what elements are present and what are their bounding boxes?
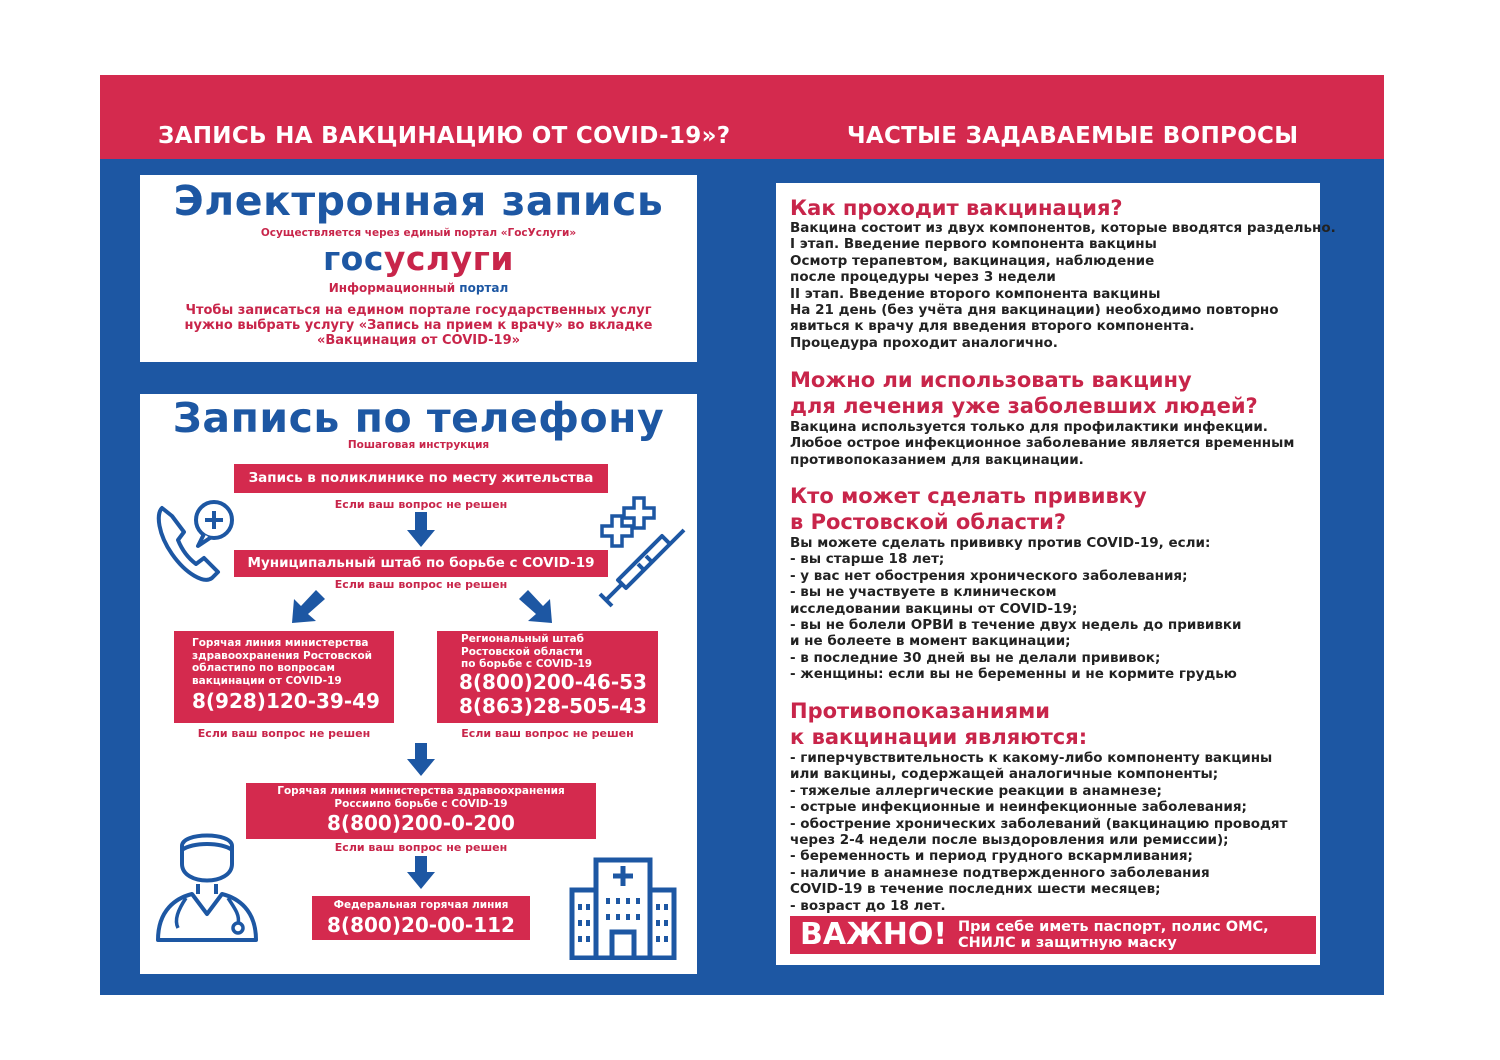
faq-answer-line: - вы старше 18 лет; <box>790 551 945 568</box>
ministry-ro-line: вакцинации от COVID-19 <box>192 674 342 687</box>
faq-answer-line: - обострение хронических заболеваний (вакцинацию проводят <box>790 815 1288 832</box>
electronic-instruction <box>140 303 697 348</box>
leaflet <box>100 75 1384 995</box>
faq-answer-line: - острые инфекционные и неинфекционные заболевания; <box>790 799 1247 816</box>
faq-answer-line: Вакцина состоит из двух компонентов, которые вводятся раздельно. <box>790 220 1336 236</box>
faq-question-line: Кто может сделать прививку <box>790 484 1147 508</box>
faq-answer-line: На 21 день (без учёта дня вакцинации) необходимо повторно <box>790 302 1279 319</box>
ministry-rf-phone: 8(800)200-0-200 <box>327 811 515 835</box>
regional-phone-1: 8(800)200-46-53 <box>459 670 647 694</box>
arrow-down-icon <box>406 856 436 890</box>
faq-answer-line: - в последние 30 дней вы не делали прививок; <box>790 649 1161 666</box>
faq-answer-line: I этап. Введение первого компонента вакцины <box>790 236 1157 253</box>
faq-question-line: Как проходит вакцинация? <box>790 196 1123 220</box>
arrow-down-icon <box>406 512 436 548</box>
ministry-rf-text <box>246 785 596 810</box>
faq-answer-line: явиться к врачу для введения второго компонента. <box>790 318 1195 335</box>
phone-title: Запись по телефону <box>172 394 665 442</box>
faq-answer-vaccination-process <box>790 220 1336 351</box>
faq-answer-line: противопоказанием для вакцинации. <box>790 451 1084 468</box>
ministry-rf-box <box>246 783 596 839</box>
important-text <box>958 919 1269 951</box>
faq-answer-line: II этап. Введение второго компонента вакцины <box>790 285 1161 302</box>
faq-answer-line: - женщины: если вы не беременны и не кормите грудью <box>790 666 1237 683</box>
instruction-line: «Вакцинация от COVID-19» <box>316 333 521 348</box>
faq-answer-line: - вы не болели ОРВИ в течение двух недель до прививки <box>790 617 1242 634</box>
faq-answer-line: Процедура проходит аналогично. <box>790 334 1058 351</box>
faq-question-line: в Ростовской области? <box>790 510 1067 534</box>
faq-question-vaccination-process <box>790 195 1123 221</box>
instruction-line: Чтобы записаться на едином портале государственных услуг <box>185 303 652 318</box>
ministry-ro-phone: 8(928)120-39-49 <box>192 689 380 713</box>
faq-answer-line: - вы не участвуете в клиническом <box>790 584 1057 601</box>
ministry-rf-line: Россиипо борьбе с COVID-19 <box>334 797 508 810</box>
important-label: ВАЖНО! <box>800 917 948 952</box>
doctor-icon <box>152 824 262 944</box>
faq-answer-line: - гиперчувствительность к какому-либо компоненту вакцины <box>790 750 1273 766</box>
logo-caption <box>140 281 697 295</box>
faq-answer-eligibility <box>790 535 1242 683</box>
right-header-title: ЧАСТЫЕ ЗАДАВАЕМЫЕ ВОПРОСЫ <box>847 123 1299 149</box>
syringe-icon <box>592 492 692 612</box>
faq-answer-line: - наличие в анамнезе подтвержденного заболевания <box>790 864 1210 881</box>
faq-answer-line: COVID-19 в течение последних шести месяцев; <box>790 881 1161 898</box>
ministry-rf-line: Горячая линия министерства здравоохранения <box>277 785 565 797</box>
ministry-ro-line: здравоохранения Ростовской <box>192 649 373 662</box>
faq-question-line: к вакцинации являются: <box>790 725 1088 749</box>
logo-uslugi: услуги <box>383 239 515 278</box>
federal-phone: 8(800)20-00-112 <box>327 913 515 937</box>
left-header-title: ЗАПИСЬ НА ВАКЦИНАЦИЮ ОТ COVID-19»? <box>158 123 731 149</box>
federal-label: Федеральная горячая линия <box>333 899 509 911</box>
regional-line: Региональный штаб <box>461 633 584 645</box>
arrow-down-icon <box>406 743 436 777</box>
faq-question-line: для лечения уже заболевших людей? <box>790 394 1258 418</box>
arrow-down-right-icon <box>518 590 554 624</box>
faq-question-contraindications <box>790 698 1087 750</box>
faq-answer-line: Любое острое инфекционное заболевание является временным <box>790 435 1295 452</box>
federal-box <box>312 896 530 940</box>
faq-answer-line: Вы можете сделать прививку против COVID-19, если: <box>790 535 1211 551</box>
faq-question-eligibility <box>790 483 1147 535</box>
faq-question-line: Противопоказаниями <box>790 699 1050 723</box>
hospital-icon <box>568 856 678 960</box>
faq-answer-line: - тяжелые аллергические реакции в анамнезе; <box>790 782 1162 799</box>
ministry-ro-box <box>174 631 394 723</box>
important-line: СНИЛС и защитную маску <box>958 935 1177 951</box>
faq-answer-contraindications <box>790 750 1287 914</box>
logo-caption-2: портал <box>459 281 509 295</box>
regional-hq-text <box>461 633 592 671</box>
faq-question-treatment <box>790 367 1258 419</box>
ministry-ro-line: Горячая линия министерства <box>192 637 369 649</box>
faq-answer-line: - возраст до 18 лет. <box>790 897 946 914</box>
gosuslugi-logo <box>140 239 697 278</box>
not-solved-note: Если ваш вопрос не решен <box>334 841 508 854</box>
regional-line: Ростовской области <box>461 645 583 658</box>
faq-answer-line: после процедуры через 3 недели <box>790 269 1056 286</box>
not-solved-note: Если ваш вопрос не решен <box>461 727 634 740</box>
faq-panel <box>776 183 1336 965</box>
faq-answer-line: или вакцины, содержащей аналогичные компоненты; <box>790 766 1219 783</box>
faq-answer-line: и не болеете в момент вакцинации; <box>790 633 1071 650</box>
important-banner <box>790 916 1316 954</box>
logo-gos: гос <box>322 239 384 278</box>
regional-hq-box <box>437 631 658 723</box>
regional-line: по борьбе с COVID-19 <box>461 658 593 671</box>
electronic-subtitle: Осуществляется через единый портал «ГосУслуги» <box>260 227 577 239</box>
important-line: При себе иметь паспорт, полис ОМС, <box>958 919 1269 935</box>
ministry-ro-line: областипо по вопросам <box>192 662 335 675</box>
arrow-down-left-icon <box>290 590 326 624</box>
phone-consult-icon <box>152 494 244 586</box>
step-polyclinic: Запись в поликлинике по месту жительства <box>234 464 608 493</box>
phone-footnote: *следуя выше указанной схеме вы сокращаете время записи на вакцинацию от COVID-19 <box>140 961 665 972</box>
not-solved-note: Если ваш вопрос не решен <box>197 727 371 740</box>
faq-answer-line: Осмотр терапевтом, вакцинация, наблюдение <box>790 252 1155 269</box>
not-solved-note: Если ваш вопрос не решен <box>334 578 508 591</box>
instruction-line: нужно выбрать услугу «Запись на прием к врачу» во вкладке <box>184 318 653 333</box>
faq-answer-treatment <box>790 419 1294 468</box>
faq-answer-line: Вакцина используется только для профилактики инфекции. <box>790 419 1268 435</box>
faq-answer-line: - беременность и период грудного вскармливания; <box>790 848 1193 865</box>
faq-answer-line: - у вас нет обострения хронического заболевания; <box>790 567 1188 584</box>
faq-question-line: Можно ли использовать вакцину <box>790 368 1192 392</box>
faq-answer-line: через 2-4 недели после выздоровления или ремиссии); <box>790 832 1229 849</box>
regional-phone-2: 8(863)28-505-43 <box>459 694 647 718</box>
logo-caption-1: Информационный <box>328 281 456 295</box>
faq-answer-line: исследовании вакцины от COVID-19; <box>790 600 1078 617</box>
phone-panel <box>140 394 697 974</box>
step-municipal-hq: Муниципальный штаб по борьбе с COVID-19 <box>234 550 608 577</box>
electronic-title: Электронная запись <box>173 177 664 225</box>
not-solved-note: Если ваш вопрос не решен <box>334 498 508 511</box>
header-bar <box>100 75 1384 159</box>
ministry-ro-text <box>192 637 372 687</box>
phone-subtitle: Пошаговая инструкция <box>347 439 490 451</box>
electronic-panel <box>140 175 697 362</box>
